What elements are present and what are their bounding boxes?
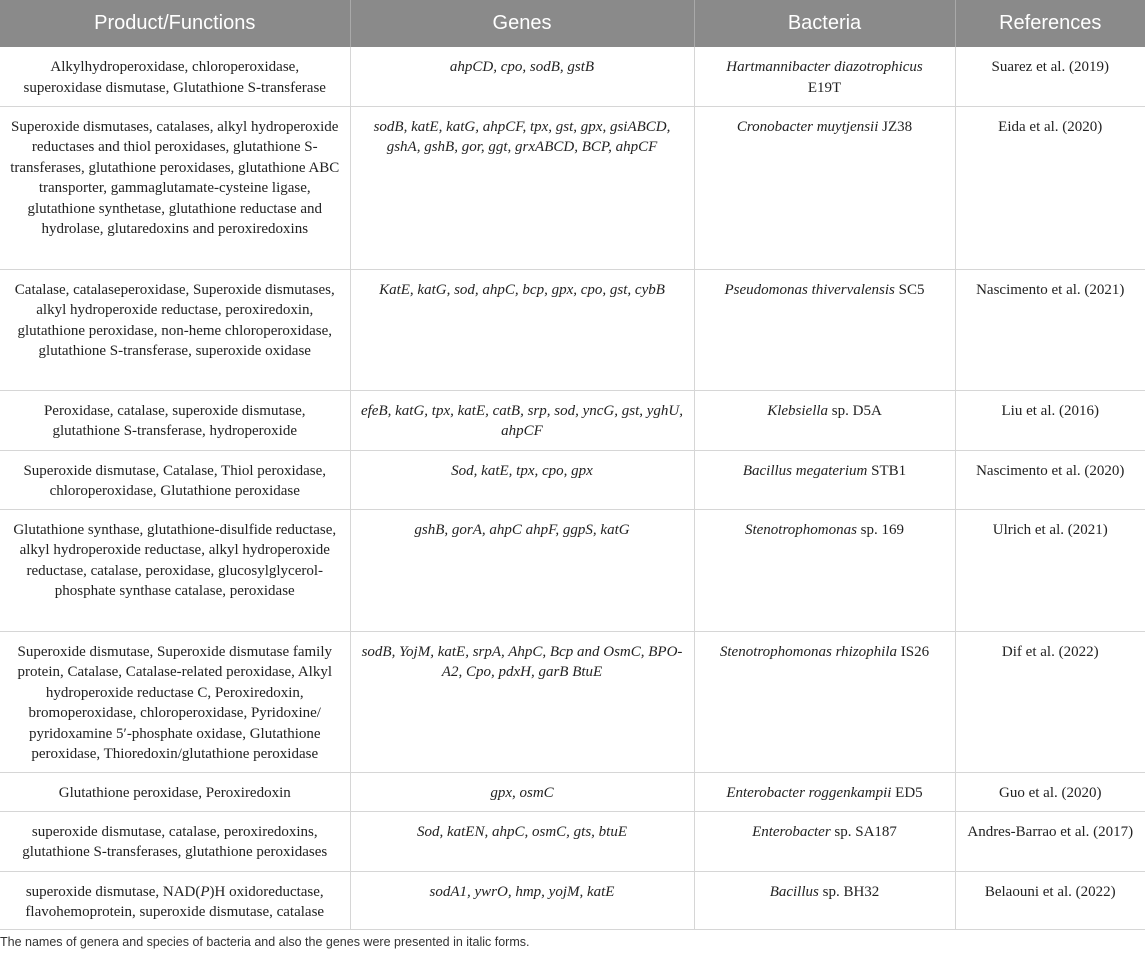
bacteria-strain: sp. D5A — [831, 402, 882, 419]
table-row — [0, 509, 1145, 631]
bacteria-cell — [694, 106, 955, 269]
table-row — [0, 390, 1145, 450]
bacteria-name: Stenotrophomonas — [744, 521, 857, 538]
bacteria-name: Cronobacter muytjensii — [736, 118, 879, 135]
reference-cell: Andres-Barrao et al. (2017) — [955, 811, 1145, 871]
functions-cell: Superoxide dismutase, Superoxide dismutase family protein, Catalase, Catalase-related peroxidase, Alkyl hydroperoxide reductase C, Peroxiredoxin, bromoperoxidase, chloroperoxidase, Pyridoxine/ pyridoxamine 5′-phosphate oxidase, Glutathione peroxidase, Thioredoxin/glutathione peroxidase — [0, 631, 350, 772]
genes-cell: sodB, katE, katG, ahpCF, tpx, gst, gpx, gsiABCD, gshA, gshB, gor, ggt, grxABCD, BCP, ahpCF — [350, 106, 694, 269]
functions-text-post: )H oxidoreductase, flavohemoprotein, superoxide dismutase, catalase — [25, 883, 325, 921]
functions-cell: Glutathione synthase, glutathione-disulfide reductase, alkyl hydroperoxide reductase, alkyl hydroperoxide reductase, catalase, peroxidase, glucosylglycerol-phosphate synthase catalase, peroxidase — [0, 509, 350, 631]
bacteria-cell — [694, 772, 955, 811]
bacteria-strain: JZ38 — [882, 118, 913, 135]
bacteria-cell — [694, 871, 955, 929]
functions-cell: Glutathione peroxidase, Peroxiredoxin — [0, 772, 350, 811]
reference-cell: Liu et al. (2016) — [955, 390, 1145, 450]
functions-cell: superoxide dismutase, catalase, peroxiredoxins, glutathione S-transferases, glutathione peroxidases — [0, 811, 350, 871]
table-row — [0, 450, 1145, 509]
bacteria-cell — [694, 390, 955, 450]
functions-cell: Peroxidase, catalase, superoxide dismutase, glutathione S-transferase, hydroperoxide — [0, 390, 350, 450]
bacteria-strain: sp. SA187 — [834, 823, 897, 840]
reference-cell: Belaouni et al. (2022) — [955, 871, 1145, 929]
reference-cell: Eida et al. (2020) — [955, 106, 1145, 269]
bacteria-name: Hartmannibacter diazotrophicus — [726, 59, 923, 75]
header-genes: Genes — [350, 0, 694, 47]
genes-cell: sodA1, ywrO, hmp, yojM, katE — [350, 871, 694, 929]
functions-cell — [0, 871, 350, 929]
table-row — [0, 106, 1145, 269]
bacteria-cell — [694, 450, 955, 509]
genes-cell: Sod, katEN, ahpC, osmC, gts, btuE — [350, 811, 694, 871]
genes-cell: sodB, YojM, katE, srpA, AhpC, Bcp and OsmC, BPO-A2, Cpo, pdxH, garB BtuE — [350, 631, 694, 772]
functions-text-italic: P — [200, 883, 210, 900]
bacteria-cell — [694, 47, 955, 106]
reference-cell: Guo et al. (2020) — [955, 772, 1145, 811]
bacteria-name: Klebsiella — [767, 402, 829, 419]
functions-cell: Catalase, catalaseperoxidase, Superoxide dismutases, alkyl hydroperoxide reductase, peroxiredoxin, glutathione peroxidase, non-heme chloroperoxidase, glutathione S-transferase, superoxide oxidase — [0, 269, 350, 390]
header-bacteria: Bacteria — [694, 0, 955, 47]
bacteria-name: Stenotrophomonas rhizophila — [719, 643, 897, 660]
bacteria-cell — [694, 631, 955, 772]
table-row — [0, 871, 1145, 929]
bacteria-strain: SC5 — [898, 281, 925, 298]
bacteria-name: Bacillus megaterium — [742, 462, 868, 479]
genes-cell: ahpCD, cpo, sodB, gstB — [350, 47, 694, 106]
bacteria-strain: IS26 — [900, 643, 930, 660]
bacteria-strain: sp. BH32 — [822, 883, 880, 900]
functions-cell: Superoxide dismutase, Catalase, Thiol peroxidase, chloroperoxidase, Glutathione peroxidase — [0, 450, 350, 509]
bacteria-strain: ED5 — [895, 784, 923, 801]
genes-cell: KatE, katG, sod, ahpC, bcp, gpx, cpo, gst, cybB — [350, 269, 694, 390]
functions-text-pre: superoxide dismutase, NAD( — [25, 883, 201, 900]
functions-cell: Superoxide dismutases, catalases, alkyl hydroperoxide reductases and thiol peroxidases, glutathione S-transferases, glutathione peroxidases, glutathione ABC transporter, gammaglutamate-cysteine ligase, glutathione synthetase, glutathione reductase and hydrolase, glutaredoxins and peroxiredoxins — [0, 106, 350, 269]
bacteria-cell — [694, 811, 955, 871]
table-row — [0, 47, 1145, 106]
bacteria-cell — [694, 509, 955, 631]
genes-cell: gshB, gorA, ahpC ahpF, ggpS, katG — [350, 509, 694, 631]
genes-cell: Sod, katE, tpx, cpo, gpx — [350, 450, 694, 509]
header-functions: Product/Functions — [0, 0, 350, 47]
bacteria-name: Pseudomonas thivervalensis — [724, 281, 895, 298]
table-row — [0, 269, 1145, 390]
table-footnote: The names of genera and species of bacteria and also the genes were presented in italic forms. — [0, 935, 530, 949]
bacteria-cell — [694, 269, 955, 390]
reference-cell: Nascimento et al. (2021) — [955, 269, 1145, 390]
reference-cell: Dif et al. (2022) — [955, 631, 1145, 772]
header-row — [0, 0, 1145, 47]
header-references: References — [955, 0, 1145, 47]
reference-cell: Nascimento et al. (2020) — [955, 450, 1145, 509]
functions-cell: Alkylhydroperoxidase, chloroperoxidase, superoxidase dismutase, Glutathione S-transferase — [0, 47, 350, 106]
table-row — [0, 772, 1145, 811]
table-row — [0, 631, 1145, 772]
genes-cell: efeB, katG, tpx, katE, catB, srp, sod, yncG, gst, yghU, ahpCF — [350, 390, 694, 450]
bacteria-name: Enterobacter — [752, 823, 831, 840]
table-row — [0, 811, 1145, 871]
bacteria-strain: STB1 — [871, 462, 907, 479]
bacteria-name: Enterobacter roggenkampii — [726, 784, 892, 801]
bacteria-strain: E19T — [807, 79, 842, 96]
bacteria-name: Bacillus — [769, 883, 819, 900]
bacteria-strain: sp. 169 — [860, 521, 905, 538]
genes-cell: gpx, osmC — [350, 772, 694, 811]
reference-cell: Suarez et al. (2019) — [955, 47, 1145, 106]
reference-cell: Ulrich et al. (2021) — [955, 509, 1145, 631]
